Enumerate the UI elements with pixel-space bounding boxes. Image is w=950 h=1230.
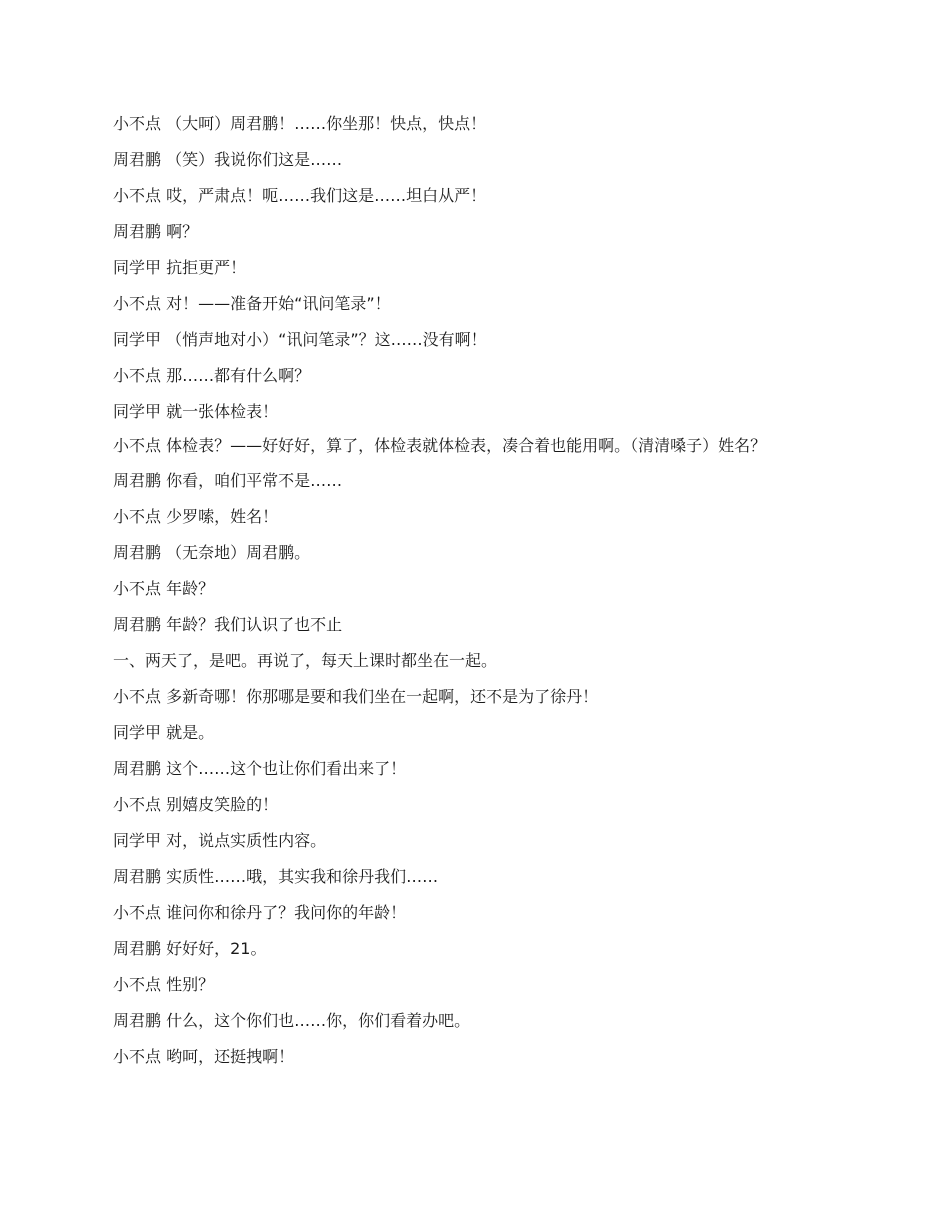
- dialogue-line: 周君鹏 （无奈地）周君鹏。: [113, 543, 311, 562]
- dialogue-line: 周君鹏 实质性……哦，其实我和徐丹我们……: [113, 867, 439, 886]
- dialogue-line: 同学甲 对，说点实质性内容。: [113, 831, 327, 850]
- dialogue-line: 周君鹏 好好好，21。: [113, 939, 267, 958]
- dialogue-line: 周君鹏 （笑）我说你们这是……: [113, 150, 343, 169]
- dialogue-line: 周君鹏 你看，咱们平常不是……: [113, 471, 343, 490]
- dialogue-line: 小不点 多新奇哪！你那哪是要和我们坐在一起啊，还不是为了徐丹！: [113, 687, 599, 706]
- dialogue-line: 同学甲 （悄声地对小）“讯问笔录”？这……没有啊！: [113, 330, 487, 349]
- dialogue-line: 周君鹏 年龄？我们认识了也不止: [113, 615, 343, 634]
- dialogue-line: 小不点 体检表？——好好好，算了，体检表就体检表，凑合着也能用啊。（清清嗓子）姓名？: [113, 436, 767, 455]
- dialogue-line: 周君鹏 啊？: [113, 222, 199, 241]
- dialogue-line: 小不点 别嬉皮笑脸的！: [113, 795, 279, 814]
- dialogue-line: 小不点 对！——准备开始“讯问笔录”！: [113, 294, 391, 313]
- dialogue-line: 同学甲 就是。: [113, 723, 215, 742]
- dialogue-line: 小不点 谁问你和徐丹了？我问你的年龄！: [113, 903, 407, 922]
- dialogue-line: 小不点 （大呵）周君鹏！……你坐那！快点，快点！: [113, 114, 487, 133]
- dialogue-line: 一、两天了，是吧。再说了，每天上课时都坐在一起。: [113, 651, 498, 670]
- dialogue-script: [113, 112, 833, 1081]
- dialogue-line: 同学甲 就一张体检表！: [113, 402, 279, 421]
- dialogue-line: 小不点 那……都有什么啊？: [113, 366, 311, 385]
- dialogue-line: 同学甲 抗拒更严！: [113, 258, 247, 277]
- dialogue-line: 周君鹏 这个……这个也让你们看出来了！: [113, 759, 407, 778]
- dialogue-line: 小不点 年龄？: [113, 579, 215, 598]
- dialogue-line: 小不点 哎，严肃点！呃……我们这是……坦白从严！: [113, 186, 487, 205]
- dialogue-line: 小不点 性别？: [113, 975, 215, 994]
- dialogue-line: 周君鹏 什么，这个你们也……你，你们看着办吧。: [113, 1011, 471, 1030]
- dialogue-line: 小不点 哟呵，还挺拽啊！: [113, 1047, 295, 1066]
- dialogue-line: 小不点 少罗嗦，姓名！: [113, 507, 279, 526]
